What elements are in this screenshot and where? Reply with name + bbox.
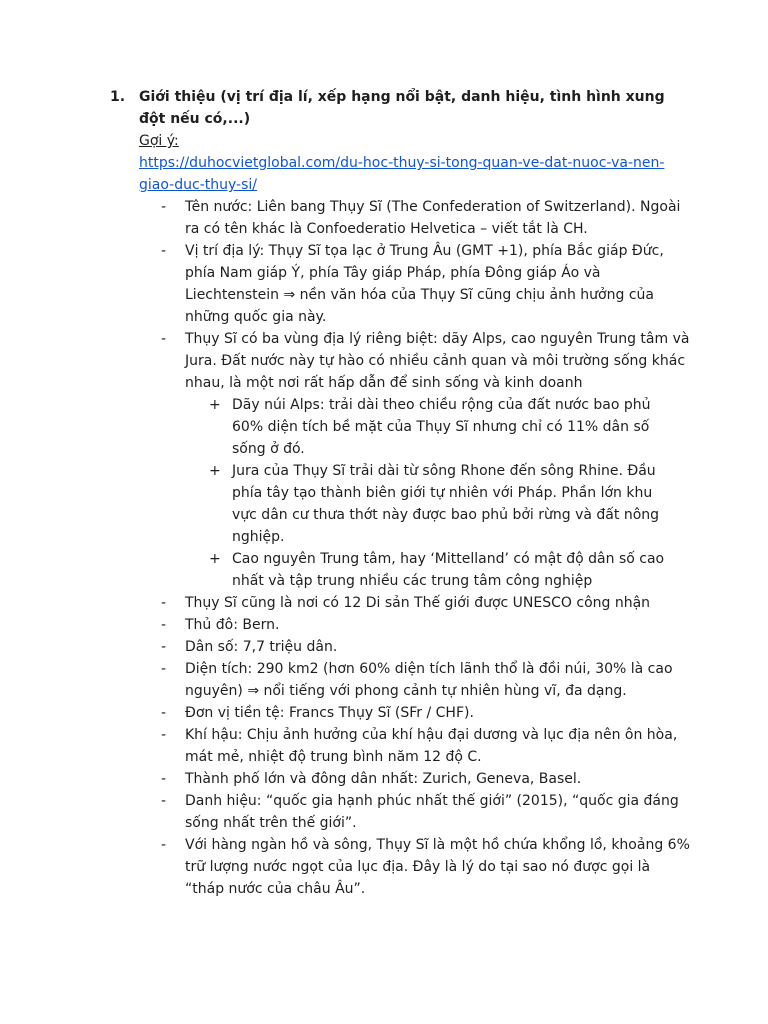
dash-bullet-icon: - — [161, 617, 167, 633]
section-body — [139, 130, 690, 900]
list-item-body — [185, 328, 690, 592]
list-item-body — [185, 614, 690, 636]
list-item-body — [185, 702, 690, 724]
dash-bullet-icon: - — [161, 331, 167, 347]
section-heading — [110, 86, 690, 130]
list-item-body — [185, 768, 690, 790]
list-item — [139, 592, 690, 614]
list-item-text: Vị trí địa lý: Thụy Sĩ tọa lạc ở Trung Âu (GMT +1), phía Bắc giáp Đức, phía Nam giáp Ý, phía Tây giáp Pháp, phía Đông giáp Áo và Liechtenstein ⇒ nền văn hóa của Thụy Sĩ cũng chịu ảnh hưởng của những quốc gia này. — [185, 243, 664, 325]
list-item-text: Đơn vị tiền tệ: Francs Thụy Sĩ (SFr / CHF). — [185, 705, 474, 721]
list-item — [139, 658, 690, 702]
dash-bullet-icon: - — [161, 661, 167, 677]
list-item-body — [185, 592, 690, 614]
list-item — [139, 328, 690, 592]
dash-bullet-icon: - — [161, 793, 167, 809]
dash-bullet-icon: - — [161, 243, 167, 259]
list-item-body — [185, 724, 690, 768]
sub-list-item-text: Cao nguyên Trung tâm, hay ‘Mittelland’ có mật độ dân số cao nhất và tập trung nhiều các trung tâm công nghiệp — [232, 551, 665, 589]
sub-list-item-text: Dãy núi Alps: trải dài theo chiều rộng của đất nước bao phủ 60% diện tích bề mặt của Thụy Sĩ nhưng chỉ có 11% dân số sống ở đó. — [232, 397, 651, 457]
list-item-body — [185, 196, 690, 240]
list-item — [139, 768, 690, 790]
sub-list-item-text: Jura của Thụy Sĩ trải dài từ sông Rhone đến sông Rhine. Đầu phía tây tạo thành biên giới tự nhiên với Pháp. Phần lớn khu vực dân cư thưa thớt này được bao phủ bởi rừng và đất nông nghiệp. — [232, 463, 660, 545]
list-item-body — [185, 636, 690, 658]
list-item-text: Thủ đô: Bern. — [185, 617, 280, 633]
sub-list-item — [185, 394, 690, 460]
list-item-body — [185, 658, 690, 702]
list-item-body — [185, 834, 690, 900]
list-item-text: Danh hiệu: “quốc gia hạnh phúc nhất thế giới” (2015), “quốc gia đáng sống nhất trên thế giới”. — [185, 793, 679, 831]
plus-bullet-icon: + — [209, 551, 221, 567]
plus-bullet-icon: + — [209, 397, 221, 413]
list-item-text: Dân số: 7,7 triệu dân. — [185, 639, 338, 655]
dash-bullet-icon: - — [161, 595, 167, 611]
hint-label: Gợi ý: — [139, 133, 179, 149]
list-item — [139, 614, 690, 636]
heading-text: Giới thiệu (vị trí địa lí, xếp hạng nổi bật, danh hiệu, tình hình xung đột nếu có,...) — [139, 89, 665, 127]
list-item-text: Khí hậu: Chịu ảnh hưởng của khí hậu đại dương và lục địa nên ôn hòa, mát mẻ, nhiệt độ trung bình năm 12 độ C. — [185, 727, 678, 765]
document-content — [110, 86, 690, 900]
list-item-text: Thụy Sĩ cũng là nơi có 12 Di sản Thế giới được UNESCO công nhận — [185, 595, 651, 611]
list-item-text: Thụy Sĩ có ba vùng địa lý riêng biệt: dãy Alps, cao nguyên Trung tâm và Jura. Đất nước này tự hào có nhiều cảnh quan và môi trường sống khác nhau, là một nơi rất hấp dẫn để sinh sống và kinh doanh — [185, 331, 690, 391]
dash-bullet-icon: - — [161, 771, 167, 787]
list-item — [139, 240, 690, 328]
list-item-text: Diện tích: 290 km2 (hơn 60% diện tích lãnh thổ là đồi núi, 30% là cao nguyên) ⇒ nổi tiếng với phong cảnh tự nhiên hùng vĩ, đa dạng. — [185, 661, 673, 699]
list-item — [139, 790, 690, 834]
list-item-body — [185, 790, 690, 834]
list-item — [139, 724, 690, 768]
list-item-text: Với hàng ngàn hồ và sông, Thụy Sĩ là một hồ chứa khổng lồ, khoảng 6% trữ lượng nước ngọt của lục địa. Đây là lý do tại sao nó được gọi là “tháp nước của châu Âu”. — [185, 837, 690, 897]
dash-bullet-icon: - — [161, 727, 167, 743]
list-item-text: Tên nước: Liên bang Thụy Sĩ (The Confederation of Switzerland). Ngoài ra có tên khác là Confoederatio Helvetica – viết tắt là CH. — [185, 199, 681, 237]
sub-list-item — [185, 548, 690, 592]
list-item — [139, 636, 690, 658]
dash-bullet-icon: - — [161, 639, 167, 655]
list-item — [139, 196, 690, 240]
list-item-body — [185, 240, 690, 328]
dash-bullet-icon: - — [161, 199, 167, 215]
bullet-list — [139, 196, 690, 900]
sub-list — [185, 394, 690, 592]
heading-number: 1. — [110, 89, 126, 105]
list-item-text: Thành phố lớn và đông dân nhất: Zurich, Geneva, Basel. — [185, 771, 582, 787]
sub-list-item — [185, 460, 690, 548]
dash-bullet-icon: - — [161, 705, 167, 721]
list-item — [139, 834, 690, 900]
reference-link[interactable]: https://duhocvietglobal.com/du-hoc-thuy-si-tong-quan-ve-dat-nuoc-va-nen-giao-duc-thuy-si/ — [139, 155, 665, 193]
list-item — [139, 702, 690, 724]
dash-bullet-icon: - — [161, 837, 167, 853]
plus-bullet-icon: + — [209, 463, 221, 479]
